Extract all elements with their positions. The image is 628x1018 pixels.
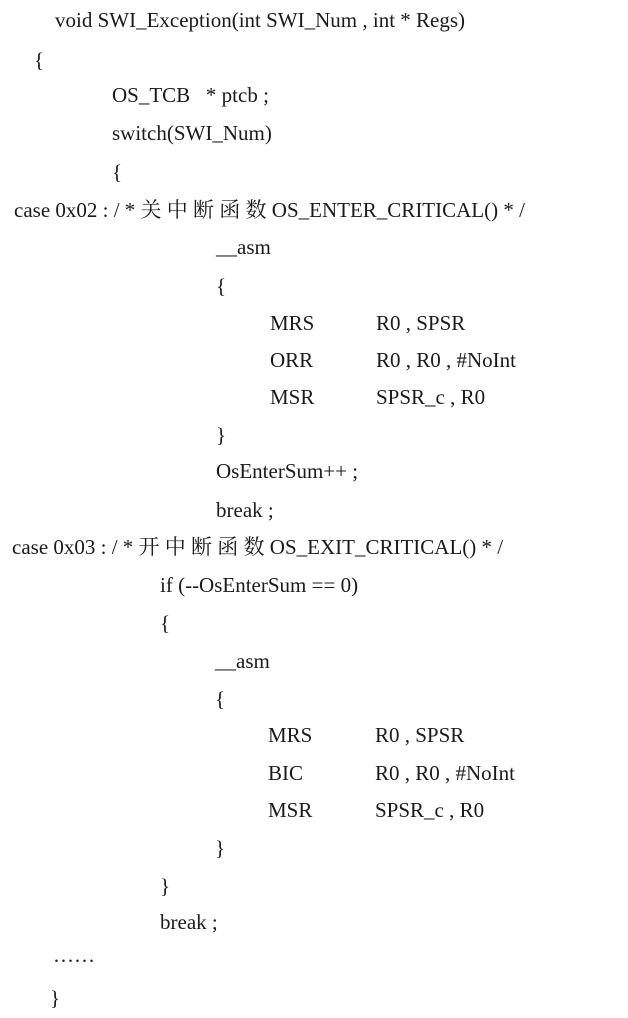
asm1-op-mrs: MRS	[270, 311, 315, 335]
function-close-brace: }	[50, 986, 61, 1010]
if-close-brace: }	[160, 874, 171, 898]
asm-open-brace-1: {	[216, 274, 227, 298]
asm-close-brace-1: }	[216, 423, 227, 447]
case-0x02-label: case 0x02 : / * 关 中 断 函 数 OS_ENTER_CRITICAL() * /	[14, 198, 525, 222]
asm2-args-msr: SPSR_c , R0	[375, 798, 485, 822]
break-statement-1: break ;	[216, 498, 274, 522]
function-open-brace: {	[34, 48, 45, 72]
asm1-args-msr: SPSR_c , R0	[376, 385, 486, 409]
switch-statement: switch(SWI_Num)	[112, 121, 272, 145]
if-statement: if (--OsEnterSum == 0)	[160, 573, 359, 597]
ellipsis: ……	[53, 943, 95, 967]
increment-statement: OsEnterSum++ ;	[216, 459, 359, 483]
function-signature: void SWI_Exception(int SWI_Num , int * Regs)	[55, 8, 466, 32]
asm1-op-msr: MSR	[270, 385, 315, 409]
asm1-op-orr: ORR	[270, 348, 314, 372]
asm1-args-mrs: R0 , SPSR	[376, 311, 466, 335]
asm2-args-bic: R0 , R0 , #NoInt	[375, 761, 516, 785]
asm2-op-mrs: MRS	[268, 723, 313, 747]
asm-close-brace-2: }	[215, 836, 226, 860]
break-statement-2: break ;	[160, 910, 218, 934]
ptcb-declaration: OS_TCB * ptcb ;	[112, 83, 269, 107]
asm2-op-msr: MSR	[268, 798, 313, 822]
case-0x03-label: case 0x03 : / * 开 中 断 函 数 OS_EXIT_CRITICAL() * /	[12, 535, 504, 559]
if-open-brace: {	[160, 611, 171, 635]
asm1-args-orr: R0 , R0 , #NoInt	[376, 348, 517, 372]
asm2-args-mrs: R0 , SPSR	[375, 723, 465, 747]
switch-open-brace: {	[112, 160, 123, 184]
asm-open-brace-2: {	[215, 687, 226, 711]
asm-keyword-1: __asm	[216, 235, 271, 259]
asm2-op-bic: BIC	[268, 761, 304, 785]
asm-keyword-2: __asm	[215, 649, 270, 673]
